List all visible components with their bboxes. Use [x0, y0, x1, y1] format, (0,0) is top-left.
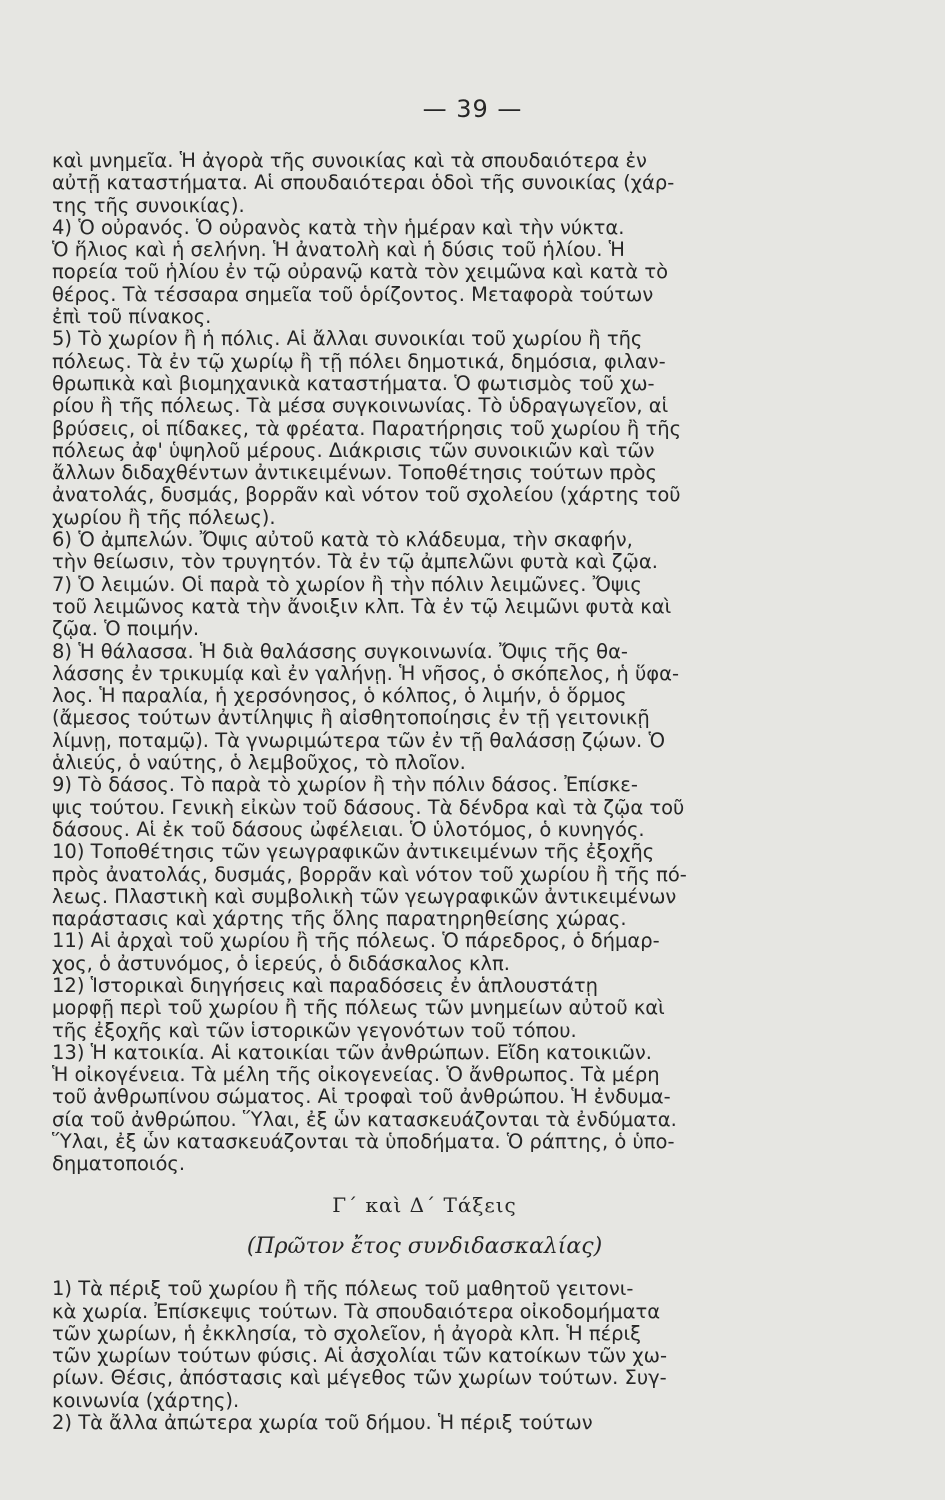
text-line: τὴν θείωσιν, τὸν τρυγητόν. Τὰ ἐν τῷ ἀμπελῶνι φυτὰ καὶ ζῷα.: [52, 551, 658, 574]
text-line: 1) Τὰ πέριξ τοῦ χωρίου ἢ τῆς πόλεως τοῦ μαθητοῦ γειτονι-: [52, 1278, 634, 1301]
text-block-part-one: [52, 150, 797, 1176]
text-line: βρύσεις, οἱ πίδακες, τὰ φρέατα. Παρατήρησις τοῦ χωρίου ἢ τῆς: [52, 417, 682, 440]
text-line: ρίων. Θέσις, ἀπόστασις καὶ μέγεθος τῶν χωρίων τούτων. Συγ-: [52, 1367, 667, 1390]
text-line: θρωπικὰ καὶ βιομηχανικὰ καταστήματα. Ὁ φωτισμὸς τοῦ χω-: [52, 372, 655, 395]
text-line: μορφῇ περὶ τοῦ χωρίου ἢ τῆς πόλεως τῶν μνημείων αὐτοῦ καὶ: [52, 997, 665, 1020]
text-line: 9) Τὸ δάσος. Τὸ παρὰ τὸ χωρίον ἢ τὴν πόλιν δάσος. Ἐπίσκε-: [52, 774, 638, 797]
text-line: τῶν χωρίων τούτων φύσις. Αἱ ἀσχολίαι τῶν κατοίκων τῶν χω-: [52, 1345, 668, 1368]
text-line: ζῷα. Ὁ ποιμήν.: [52, 618, 200, 641]
text-line: τοῦ λειμῶνος κατὰ τὴν ἄνοιξιν κλπ. Τὰ ἐν τῷ λειμῶνι φυτὰ καὶ: [52, 595, 672, 618]
text-line: 13) Ἡ κατοικία. Αἱ κατοικίαι τῶν ἀνθρώπων. Εἴδη κατοικιῶν.: [52, 1041, 652, 1064]
text-line: 10) Τοποθέτησις τῶν γεωγραφικῶν ἀντικειμένων τῆς ἐξοχῆς: [52, 841, 655, 864]
text-line: τῶν χωρίων, ἡ ἐκκλησία, τὸ σχολεῖον, ἡ ἀγορὰ κλπ. Ἡ πέριξ: [52, 1322, 641, 1345]
text-line: πρὸς ἀνατολάς, δυσμάς, βορρᾶν καὶ νότον τοῦ χωρίου ἢ τῆς πό-: [52, 863, 687, 886]
text-line: της τῆς συνοικίας).: [52, 194, 245, 217]
text-line: παράστασις καὶ χάρτης τῆς ὅλης παρατηρηθείσης χώρας.: [52, 908, 627, 931]
text-line: λάσσης ἐν τρικυμίᾳ καὶ ἐν γαλήνῃ. Ἡ νῆσος, ὁ σκόπελος, ἡ ὕφα-: [52, 662, 679, 685]
section-heading: Γ΄ καὶ Δ΄ Τάξεις: [332, 1192, 517, 1217]
text-line: λίμνῃ, ποταμῷ). Τὰ γνωριμώτερα τῶν ἐν τῇ θαλάσσῃ ζῴων. Ὁ: [52, 729, 665, 752]
text-line: ρίου ἢ τῆς πόλεως. Τὰ μέσα συγκοινωνίας. Τὸ ὑδραγωγεῖον, αἱ: [52, 395, 669, 418]
text-line: πορεία τοῦ ἡλίου ἐν τῷ οὐρανῷ κατὰ τὸν χειμῶνα καὶ κατὰ τὸ: [52, 261, 669, 284]
text-line: δάσους. Αἱ ἐκ τοῦ δάσους ὠφέλειαι. Ὁ ὑλοτόμος, ὁ κυνηγός.: [52, 818, 645, 841]
text-line: 11) Αἱ ἀρχαὶ τοῦ χωρίου ἢ τῆς πόλεως. Ὁ πάρεδρος, ὁ δήμαρ-: [52, 930, 660, 953]
text-line: 2) Τὰ ἄλλα ἀπώτερα χωρία τοῦ δήμου. Ἡ πέριξ τούτων: [52, 1412, 593, 1435]
page-body: [52, 150, 797, 1434]
text-line: κοινωνία (χάρτης).: [52, 1389, 240, 1412]
section-subheading: (Πρῶτον ἔτος συνδιδασκαλίας): [246, 1233, 603, 1259]
text-block-part-two: [52, 1278, 797, 1434]
text-line: ἄλλων διδαχθέντων ἀντικειμένων. Τοποθέτησις τούτων πρὸς: [52, 462, 657, 485]
text-line: 8) Ἡ θάλασσα. Ἡ διὰ θαλάσσης συγκοινωνία. Ὄψις τῆς θα-: [52, 640, 628, 663]
text-line: Ὕλαι, ἐξ ὧν κατασκευάζονται τὰ ὑποδήματα. Ὁ ράπτης, ὁ ὑπο-: [52, 1131, 675, 1154]
text-line: τοῦ ἀνθρωπίνου σώματος. Αἱ τροφαὶ τοῦ ἀνθρώπου. Ἡ ἐνδυμα-: [52, 1086, 671, 1109]
text-line: Ἡ οἰκογένεια. Τὰ μέλη τῆς οἰκογενείας. Ὁ ἄνθρωπος. Τὰ μέρη: [52, 1064, 660, 1087]
text-line: ἀνατολάς, δυσμάς, βορρᾶν καὶ νότον τοῦ σχολείου (χάρτης τοῦ: [52, 484, 681, 507]
text-line: 5) Τὸ χωρίον ἢ ἡ πόλις. Αἱ ἄλλαι συνοικίαι τοῦ χωρίου ἢ τῆς: [52, 328, 643, 351]
text-line: 7) Ὁ λειμών. Οἱ παρὰ τὸ χωρίον ἢ τὴν πόλιν λειμῶνες. Ὄψις: [52, 573, 642, 596]
text-line: 12) Ἱστορικαὶ διηγήσεις καὶ παραδόσεις ἐν ἁπλουστάτῃ: [52, 974, 598, 997]
text-line: Ὁ ἥλιος καὶ ἡ σελήνη. Ἡ ἀνατολὴ καὶ ἡ δύσις τοῦ ἡλίου. Ἡ: [52, 239, 625, 262]
text-line: ἁλιεύς, ὁ ναύτης, ὁ λεμβοῦχος, τὸ πλοῖον.: [52, 752, 466, 775]
text-line: τῆς ἐξοχῆς καὶ τῶν ἱστορικῶν γεγονότων τοῦ τόπου.: [52, 1019, 577, 1042]
text-line: λος. Ἡ παραλία, ἡ χερσόνησος, ὁ κόλπος, ὁ λιμήν, ὁ ὅρμος: [52, 685, 627, 708]
text-line: θέρος. Τὰ τέσσαρα σημεῖα τοῦ ὁρίζοντος. Μεταφορὰ τούτων: [52, 283, 654, 306]
text-line: ψις τούτου. Γενικὴ εἰκὼν τοῦ δάσους. Τὰ δένδρα καὶ τὰ ζῷα τοῦ: [52, 796, 685, 819]
text-line: αὐτῇ καταστήματα. Αἱ σπουδαιότεραι ὁδοὶ τῆς συνοικίας (χάρ-: [52, 172, 675, 195]
text-line: πόλεως ἀφ' ὑψηλοῦ μέρους. Διάκρισις τῶν συνοικιῶν καὶ τῶν: [52, 439, 655, 462]
text-line: (ἄμεσος τούτων ἀντίληψις ἢ αἰσθητοποίησις ἐν τῇ γειτονικῇ: [52, 707, 650, 730]
text-line: σία τοῦ ἀνθρώπου. Ὕλαι, ἐξ ὧν κατασκευάζονται τὰ ἐνδύματα.: [52, 1108, 677, 1131]
text-line: χος, ὁ ἀστυνόμος, ὁ ἱερεύς, ὁ διδάσκαλος κλπ.: [52, 952, 510, 975]
text-line: καὶ μνημεῖα. Ἡ ἀγορὰ τῆς συνοικίας καὶ τὰ σπουδαιότερα ἐν: [52, 150, 647, 172]
text-line: ἐπὶ τοῦ πίνακος.: [52, 306, 212, 329]
text-line: χωρίου ἢ τῆς πόλεως).: [52, 506, 276, 529]
text-line: 4) Ὁ οὐρανός. Ὁ οὐρανὸς κατὰ τὴν ἡμέραν καὶ τὴν νύκτα.: [52, 216, 625, 239]
text-line: λεως. Πλαστικὴ καὶ συμβολικὴ τῶν γεωγραφικῶν ἀντικειμένων: [52, 885, 677, 908]
text-line: 6) Ὁ ἀμπελών. Ὄψις αὐτοῦ κατὰ τὸ κλάδευμα, τὴν σκαφήν,: [52, 529, 633, 552]
page-number: — 39 —: [422, 95, 523, 123]
text-line: πόλεως. Τὰ ἐν τῷ χωρίῳ ἢ τῇ πόλει δημοτικά, δημόσια, φιλαν-: [52, 350, 666, 373]
text-line: κὰ χωρία. Ἐπίσκεψις τούτων. Τὰ σπουδαιότερα οἰκοδομήματα: [52, 1300, 661, 1323]
text-line: δηματοποιός.: [52, 1153, 186, 1176]
